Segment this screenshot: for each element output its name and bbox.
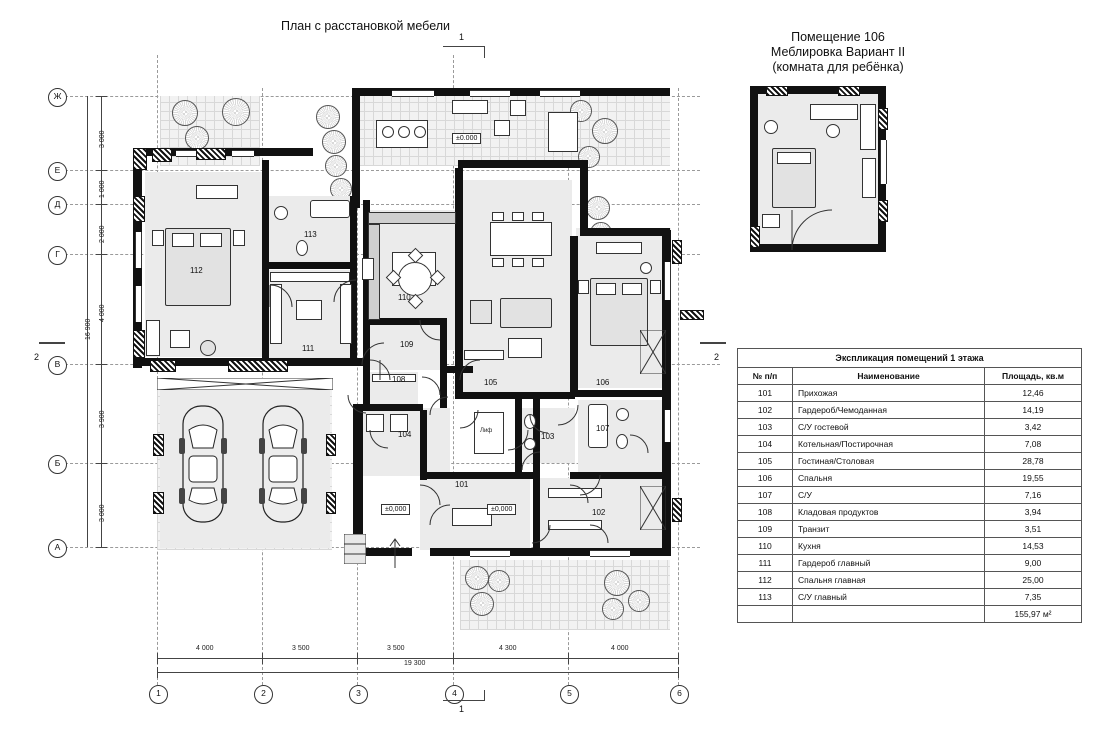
- cell-no: 109: [738, 521, 793, 538]
- opening-marker: [640, 486, 666, 530]
- cell-empty: [738, 606, 793, 623]
- axis-bubble-b: Б: [48, 455, 67, 474]
- dim-tick-b5: [568, 653, 569, 664]
- table-total-row: [738, 606, 1082, 623]
- room106-column-hatch: [766, 86, 788, 96]
- room-number-113: 113: [304, 230, 317, 239]
- room106-title-line1: Помещение 106: [791, 30, 885, 44]
- cell-no: 103: [738, 419, 793, 436]
- cell-name: Спальня: [793, 470, 985, 487]
- cell-area: 7,16: [985, 487, 1082, 504]
- axis-bubble-v: В: [48, 356, 67, 375]
- room106-title-line3: (комната для ребёнка): [772, 60, 904, 74]
- table-header-area: Площадь, кв.м: [985, 368, 1082, 385]
- room106-column-hatch: [878, 200, 888, 222]
- cell-area: 19,55: [985, 470, 1082, 487]
- lift-label: Лиф: [480, 428, 493, 434]
- tree-icon: [628, 590, 650, 612]
- cell-name: Спальня главная: [793, 572, 985, 589]
- axis-bubble-d: Д: [48, 196, 67, 215]
- table-row: [738, 402, 1082, 419]
- level-mark-terrace: ±0.000: [452, 133, 481, 144]
- table-row: [738, 555, 1082, 572]
- dim-tick-l1: [96, 96, 107, 97]
- room106-desk: [810, 104, 858, 120]
- cell-area: 7,08: [985, 436, 1082, 453]
- cell-name: Котельная/Постирочная: [793, 436, 985, 453]
- table-row: [738, 470, 1082, 487]
- axis-bubble-3: 3: [349, 685, 368, 704]
- table-header-row: [738, 368, 1082, 385]
- section-mark-bottom: 1: [459, 704, 465, 714]
- dim-tick-t1: [157, 667, 158, 678]
- page-title: План с расстановкой мебели: [281, 19, 451, 33]
- cell-name: Прихожая: [793, 385, 985, 402]
- cell-no: 106: [738, 470, 793, 487]
- cell-name: Кухня: [793, 538, 985, 555]
- dim-tick-l6: [96, 463, 107, 464]
- cell-name: Гардероб/Чемоданная: [793, 402, 985, 419]
- dim-bottom-2: 3 500: [292, 645, 310, 652]
- cell-no: 104: [738, 436, 793, 453]
- cell-no: 101: [738, 385, 793, 402]
- section-line-bottom: [443, 700, 485, 701]
- room-number-103: 103: [541, 432, 555, 441]
- section-arrow-bottom: [484, 690, 485, 701]
- dim-left-6: 3 000: [99, 504, 106, 522]
- dim-tick-b6: [678, 653, 679, 664]
- section-mark-right: 2: [714, 352, 720, 362]
- dim-tick-b4: [453, 653, 454, 664]
- room-number-107: 107: [596, 424, 610, 433]
- dimension-chain-bottom-total: [157, 672, 678, 673]
- table-header-name: Наименование: [793, 368, 985, 385]
- room-number-101: 101: [455, 480, 469, 489]
- axis-bubble-zh: Ж: [48, 88, 67, 107]
- table-row: [738, 589, 1082, 606]
- dim-tick-l2: [96, 170, 107, 171]
- room106-chair: [826, 124, 840, 138]
- section-arrow-top: [484, 46, 485, 58]
- dimension-chain-bottom: [157, 658, 678, 659]
- axis-bubble-6: 6: [670, 685, 689, 704]
- tree-icon: [488, 570, 510, 592]
- cell-no: 108: [738, 504, 793, 521]
- room-number-105: 105: [484, 378, 498, 387]
- cell-no: 102: [738, 402, 793, 419]
- axis-bubble-2: 2: [254, 685, 273, 704]
- cell-area: 3,51: [985, 521, 1082, 538]
- table-row: [738, 538, 1082, 555]
- table-caption-row: [738, 349, 1082, 368]
- cell-no: 110: [738, 538, 793, 555]
- cell-name: С/У: [793, 487, 985, 504]
- cell-no: 107: [738, 487, 793, 504]
- dim-left-1: 3 000: [99, 130, 106, 148]
- room-number-110: 110: [398, 293, 411, 302]
- room-schedule-table: [737, 348, 1082, 623]
- dim-bottom-3: 3 500: [387, 645, 405, 652]
- room-number-109: 109: [400, 340, 414, 349]
- table-row: [738, 436, 1082, 453]
- garage-door-marker: [157, 378, 333, 390]
- dim-left-4: 4 000: [99, 304, 106, 322]
- room106-column-hatch: [838, 86, 860, 96]
- dim-tick-l5: [96, 364, 107, 365]
- cell-no: 111: [738, 555, 793, 572]
- cell-area: 14,19: [985, 402, 1082, 419]
- table-caption: Экспликация помещений 1 этажа: [738, 349, 1082, 368]
- entrance-steps: [344, 534, 366, 564]
- room106-column-hatch: [878, 108, 888, 130]
- cell-area: 9,00: [985, 555, 1082, 572]
- cell-empty: [793, 606, 985, 623]
- room-number-102: 102: [592, 508, 606, 517]
- cell-area: 28,78: [985, 453, 1082, 470]
- cell-area: 14,53: [985, 538, 1082, 555]
- dim-left-total: 16 900: [85, 318, 92, 340]
- dim-left-2: 1 000: [99, 180, 106, 198]
- cell-no: 113: [738, 589, 793, 606]
- cell-name: Кладовая продуктов: [793, 504, 985, 521]
- table-row: [738, 419, 1082, 436]
- room-number-104: 104: [398, 430, 412, 439]
- room106-door-swing: [786, 206, 838, 252]
- dim-tick-b2: [262, 653, 263, 664]
- cell-name: С/У главный: [793, 589, 985, 606]
- cell-name: Гостиная/Столовая: [793, 453, 985, 470]
- room106-wardrobe: [860, 104, 876, 150]
- axis-bubble-1: 1: [149, 685, 168, 704]
- axis-bubble-4: 4: [445, 685, 464, 704]
- dim-tick-b3: [357, 653, 358, 664]
- cell-area: 3,94: [985, 504, 1082, 521]
- axis-bubble-5: 5: [560, 685, 579, 704]
- room-number-106: 106: [596, 378, 610, 387]
- dim-tick-l4: [96, 254, 107, 255]
- dim-tick-l3: [96, 204, 107, 205]
- section-line-right: [700, 342, 726, 344]
- cell-area: 12,46: [985, 385, 1082, 402]
- cell-name: Транзит: [793, 521, 985, 538]
- section-mark-left: 2: [34, 352, 40, 362]
- axis-bubble-a: А: [48, 539, 67, 558]
- room-number-112: 112: [190, 266, 203, 275]
- table-row: [738, 487, 1082, 504]
- dim-tick-l7: [96, 547, 107, 548]
- table-header-no: № п/п: [738, 368, 793, 385]
- room106-window: [880, 140, 887, 184]
- cell-area: 3,42: [985, 419, 1082, 436]
- opening-marker: [640, 330, 666, 374]
- room106-lamp: [764, 120, 778, 134]
- table-row: [738, 521, 1082, 538]
- room106-title-line2: Меблировка Вариант II: [770, 45, 906, 59]
- room106-nightstand: [762, 214, 780, 228]
- tree-icon: [602, 598, 624, 620]
- section-mark-top: 1: [459, 32, 465, 42]
- tree-icon: [465, 566, 489, 590]
- table-row: [738, 385, 1082, 402]
- cell-name: С/У гостевой: [793, 419, 985, 436]
- cell-total-area: 155,97 м²: [985, 606, 1082, 623]
- room-number-108: 108: [392, 375, 406, 384]
- room106-pillow: [777, 152, 811, 164]
- dim-bottom-5: 4 000: [611, 645, 629, 652]
- axis-bubble-e: Е: [48, 162, 67, 181]
- door-swings: [130, 85, 690, 565]
- dim-tick-b1: [157, 653, 158, 664]
- dim-bottom-total: 19 300: [404, 660, 426, 667]
- tree-icon: [604, 570, 630, 596]
- dim-bottom-1: 4 000: [196, 645, 214, 652]
- level-mark-entry: ±0,000: [381, 504, 410, 515]
- room-number-111: 111: [302, 344, 315, 353]
- cell-no: 112: [738, 572, 793, 589]
- axis-bubble-g: Г: [48, 246, 67, 265]
- cell-no: 105: [738, 453, 793, 470]
- dim-tick-t2: [678, 667, 679, 678]
- section-line-left: [39, 342, 65, 344]
- tree-icon: [470, 592, 494, 616]
- cell-name: Гардероб главный: [793, 555, 985, 572]
- section-line-top: [443, 46, 485, 47]
- table-row: [738, 453, 1082, 470]
- level-mark-hall: ±0,000: [487, 504, 516, 515]
- cell-area: 25,00: [985, 572, 1082, 589]
- entrance-arrow: [388, 538, 402, 568]
- room106-column-hatch: [750, 226, 760, 248]
- room106-shelf: [862, 158, 876, 198]
- dim-left-3: 2 000: [99, 225, 106, 243]
- cell-area: 7,35: [985, 589, 1082, 606]
- room106-title-block: [748, 30, 928, 75]
- dim-left-5: 3 900: [99, 410, 106, 428]
- table-row: [738, 504, 1082, 521]
- dim-bottom-4: 4 300: [499, 645, 517, 652]
- table-row: [738, 572, 1082, 589]
